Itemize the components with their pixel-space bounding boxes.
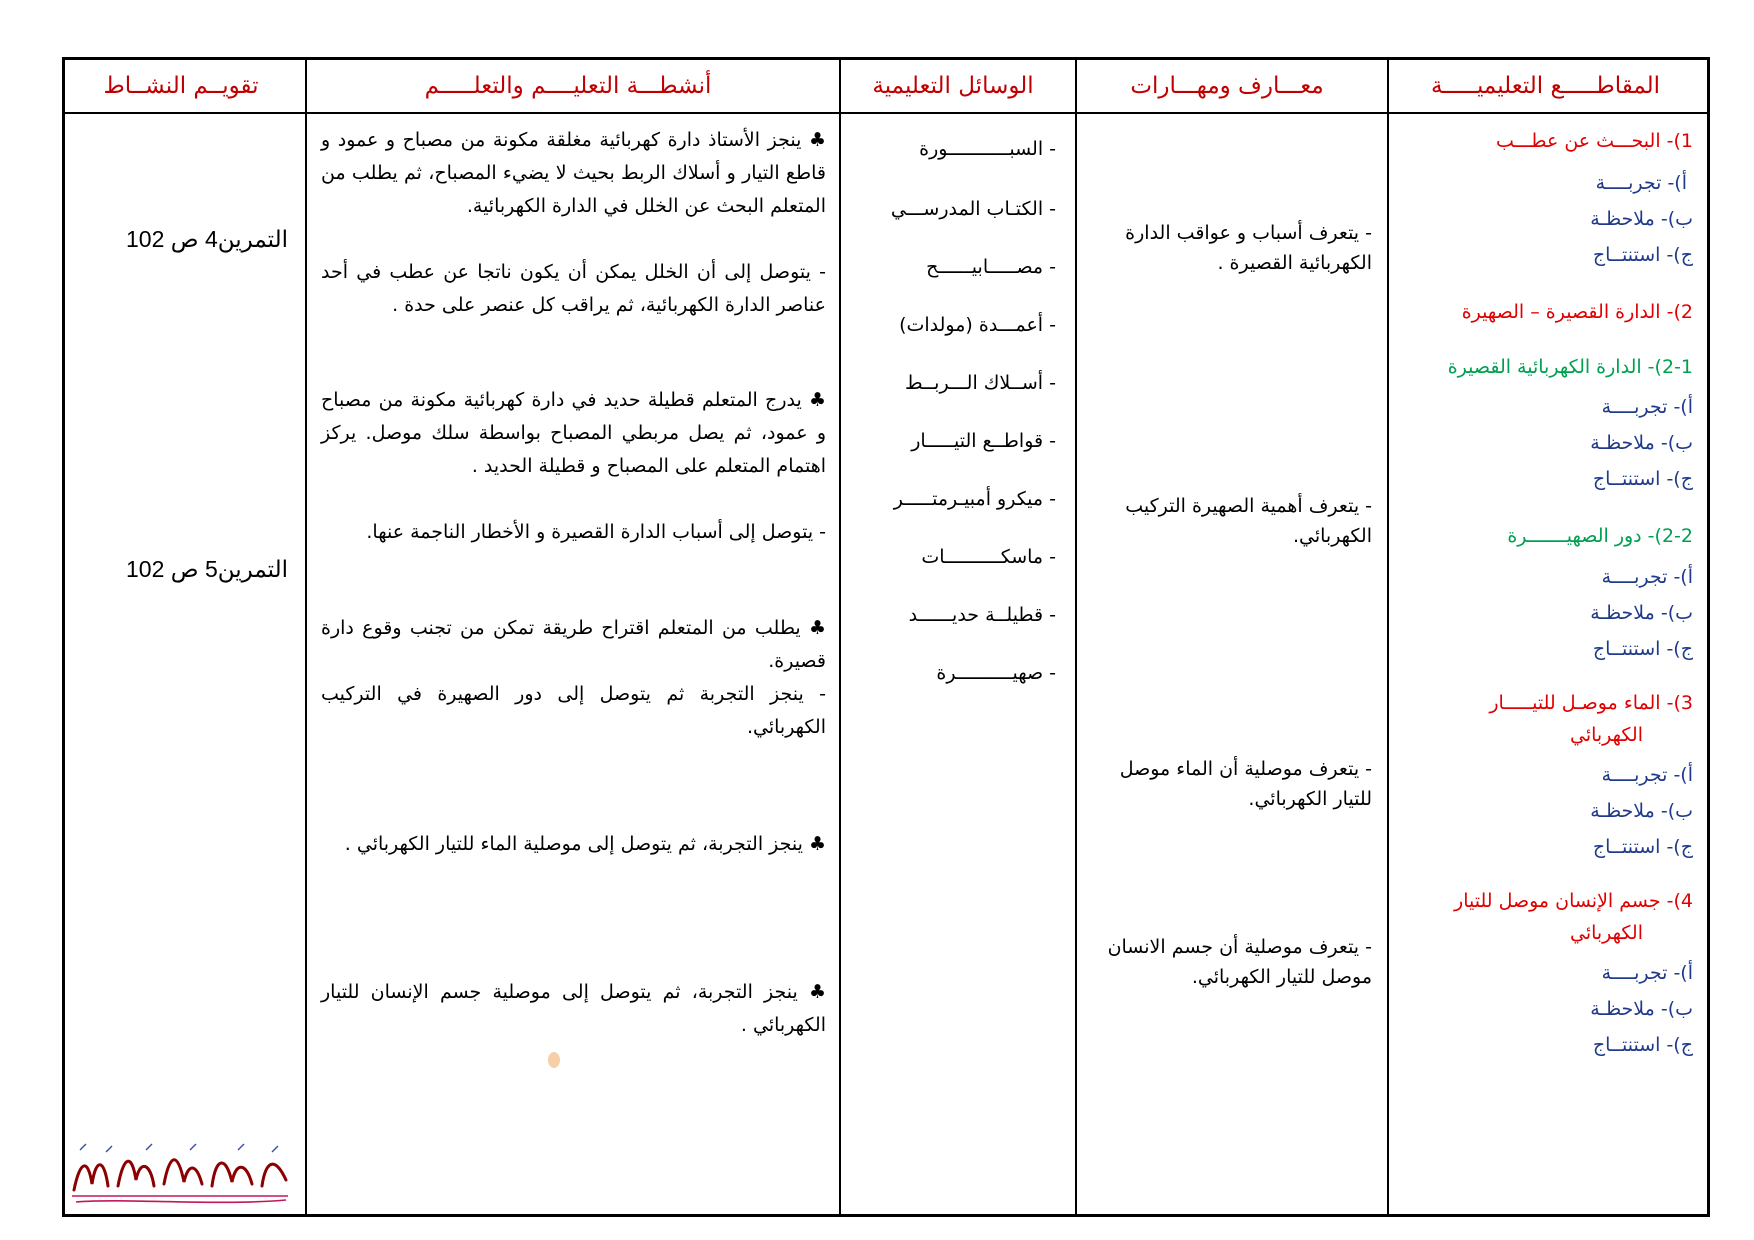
- header-activities: أنشطـــة التعليــــم والتعلـــــم: [424, 73, 712, 99]
- material-item: - ميكرو أمبيـرمتـــــر: [893, 488, 1056, 510]
- material-item: - قطيلــة حديــــــد: [908, 604, 1056, 626]
- activity-paragraph: - ينجز التجربة ثم يتوصل إلى دور الصهيرة في التركيب الكهربائي.: [321, 683, 826, 738]
- header-materials: الوسائل التعليمية: [872, 73, 1034, 99]
- segment-item: ب)- ملاحظـة: [1590, 208, 1693, 230]
- segment-item: 2)- الدارة القصيرة – الصهيرة: [1461, 301, 1693, 323]
- material-item: - الكتـاب المدرســـي: [890, 198, 1056, 220]
- segment-item: 2-2)- دور الصهيـــــــرة: [1507, 525, 1693, 547]
- material-item: - مصـــــابيــــــح: [926, 256, 1056, 278]
- header-knowledge: معـــارف ومهـــارات: [1130, 73, 1324, 99]
- activity-paragraph: - يتوصل إلى أسباب الدارة القصيرة و الأخطار الناجمة عنها.: [366, 521, 826, 543]
- segment-item: ب)- ملاحظـة: [1590, 432, 1693, 454]
- segment-item: 3)- الماء موصـل للتيـــــار: [1489, 692, 1693, 714]
- knowledge-item: - يتعرف أهمية الصهيرة التركيب الكهربائي.: [1125, 495, 1372, 547]
- author-signature: [66, 1140, 294, 1208]
- evaluation-column: [62, 114, 300, 1214]
- segment-item: 4)- جسم الإنسان موصل للتيار: [1454, 890, 1693, 912]
- segment-item: ج)- استنتــاج: [1592, 1034, 1693, 1056]
- knowledge-item: - يتعرف موصلية أن الماء موصل للتيار الكهربائي.: [1119, 758, 1372, 810]
- segment-item: أ)- تجربــــة: [1601, 566, 1693, 588]
- knowledge-item: - يتعرف موصلية أن جسم الانسان موصل للتيار الكهربائي.: [1107, 936, 1372, 988]
- activity-paragraph: ♣ ينجز التجربة، ثم يتوصل إلى موصلية جسم الإنسان للتيار الكهربائي .: [321, 981, 826, 1036]
- segment-item: 1)- البحـــث عن عطـــب: [1496, 130, 1693, 152]
- segment-item: الكهربائي: [1569, 724, 1643, 746]
- lesson-plan-table: [62, 57, 1710, 1217]
- segment-item: الكهربائي: [1569, 922, 1643, 944]
- segment-item: ب)- ملاحظـة: [1590, 602, 1693, 624]
- segment-item: أ)- تجربــــة: [1601, 764, 1693, 786]
- segment-item: ب)- ملاحظـة: [1590, 800, 1693, 822]
- segment-item: ب)- ملاحظـة: [1590, 998, 1693, 1020]
- material-item: - السبـــــــــــورة: [919, 138, 1056, 160]
- decorative-dot: [548, 1052, 560, 1068]
- segment-item: أ)- تجربــــة: [1601, 962, 1693, 984]
- segment-item: ج)- استنتــاج: [1592, 638, 1693, 660]
- activity-paragraph: ♣ ينجز التجربة، ثم يتوصل إلى موصلية الماء للتيار الكهربائي .: [344, 833, 826, 855]
- exercise-reference: التمرين5 ص 102: [125, 556, 288, 582]
- activity-paragraph: ♣ يطلب من المتعلم اقتراح طريقة تمكن من تجنب وقوع دارة قصيرة.: [321, 617, 826, 672]
- material-item: - قواطــع التيـــــار: [911, 430, 1056, 452]
- material-item: - أعمـــدة (مولدات): [899, 314, 1056, 336]
- segment-item: ج)- استنتــاج: [1592, 244, 1693, 266]
- segment-item: 2-1)- الدارة الكهربائية القصيرة: [1447, 356, 1693, 378]
- material-item: - صهيــــــــــرة: [936, 662, 1056, 684]
- segment-item: ج)- استنتــاج: [1592, 836, 1693, 858]
- header-segments: المقاطـــــع التعليميـــــة: [1430, 73, 1661, 99]
- segment-item: ج)- استنتــاج: [1592, 468, 1693, 490]
- knowledge-item: - يتعرف أسباب و عواقب الدارة الكهربائية القصيرة .: [1125, 222, 1372, 274]
- knowledge-column: [1072, 114, 1382, 1214]
- activity-paragraph: ♣ ينجز الأستاذ دارة كهربائية مغلقة مكونة من مصباح و عمود و قاطع التيار و أسلاك الربط بحيث لا يضيء المصباح، ثم يطلب من المتعلم البحث عن الخلل في الدارة الكهربائية.: [321, 129, 826, 217]
- material-item: - ماسكــــــــــات: [921, 546, 1056, 568]
- segment-item: أ)- تجربــــة: [1601, 396, 1693, 418]
- activity-paragraph: - يتوصل إلى أن الخلل يمكن أن يكون ناتجا عن عطب في أحد عناصر الدارة الكهربائية، ثم يراقب كل عنصر على حدة .: [321, 261, 826, 316]
- segment-item: أ)- تجربــــة: [1595, 172, 1687, 194]
- header-evaluation: تقويــم النشــاط: [103, 73, 259, 99]
- material-item: - أســلاك الـــربــط: [905, 372, 1056, 394]
- segments-column: [1384, 114, 1707, 1214]
- activities-column: [302, 114, 834, 1214]
- activity-paragraph: ♣ يدرج المتعلم قطيلة حديد في دارة كهربائية مكونة من مصباح و عمود، ثم يصل مربطي المصباح بواسطة سلك موصل. يركز اهتمام المتعلم على المصباح و قطيلة الحديد .: [321, 389, 826, 477]
- exercise-reference: التمرين4 ص 102: [125, 226, 288, 252]
- materials-column: [836, 114, 1070, 1214]
